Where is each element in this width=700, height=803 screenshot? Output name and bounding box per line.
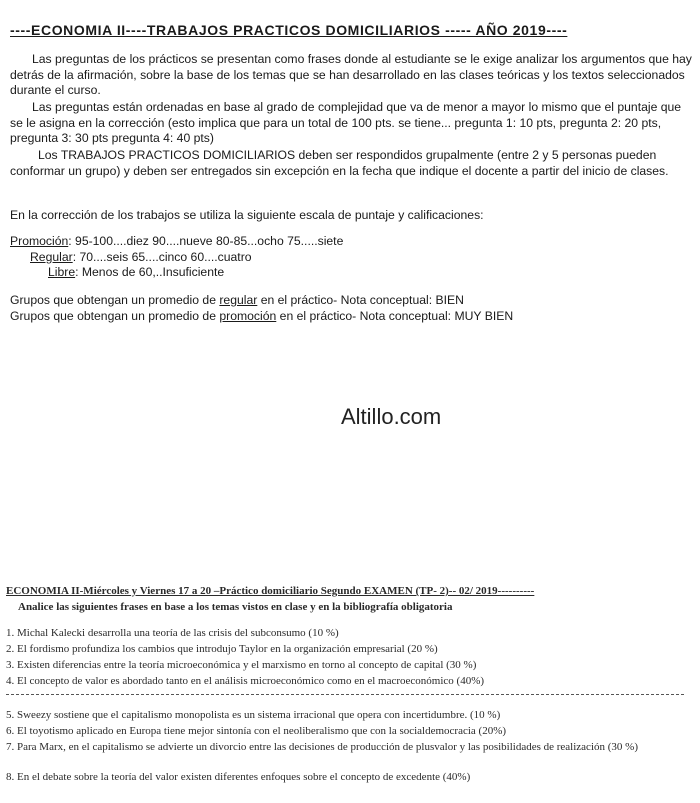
grupos-regular-post: en el práctico- Nota conceptual: BIEN bbox=[257, 293, 464, 307]
grupos-regular-key: regular bbox=[219, 293, 258, 307]
grupos-promocion bbox=[10, 309, 513, 323]
page-header: ----ECONOMIA II----TRABAJOS PRACTICOS DOMICILIARIOS ----- AÑO 2019---- bbox=[10, 22, 568, 38]
scale-regular bbox=[30, 250, 252, 264]
scale-promocion bbox=[10, 234, 343, 248]
exam-item-3: 3. Existen diferencias entre la teoría microeconómica y el marxismo en torno al concepto de capital (30 %) bbox=[6, 659, 477, 671]
exam-item-8: 8. En el debate sobre la teoría del valor existen diferentes enfoques sobre el concepto de excedente (40%) bbox=[6, 771, 471, 783]
exam-title: ECONOMIA II-Miércoles y Viernes 17 a 20 –Práctico domiciliario Segundo EXAMEN (TP- 2)-- 02/ 2019---------- bbox=[6, 585, 535, 597]
promocion-label: Promoción bbox=[10, 234, 69, 248]
promocion-text: : 95-100....diez 90....nueve 80-85...ocho 75.....siete bbox=[68, 234, 344, 248]
exam-item-5: 5. Sweezy sostiene que el capitalismo monopolista es un sistema irracional que opera con incertidumbre. (10 %) bbox=[6, 709, 501, 721]
grupos-regular bbox=[10, 293, 464, 307]
watermark: Altillo.com bbox=[341, 404, 442, 429]
grupos-promocion-post: en el práctico- Nota conceptual: MUY BIEN bbox=[276, 309, 514, 323]
regular-label: Regular bbox=[30, 250, 73, 264]
scale-libre bbox=[48, 265, 224, 279]
grupos-promocion-pre: Grupos que obtengan un promedio de bbox=[10, 309, 220, 323]
intro-paragraph-4: En la corrección de los trabajos se utiliza la siguiente escala de puntaje y calificaciones: bbox=[10, 208, 484, 222]
exam-item-6: 6. El toyotismo aplicado en Europa tiene mejor sintonía con el neoliberalismo que con la socialdemocracia (20%) bbox=[6, 725, 507, 737]
divider bbox=[6, 694, 684, 695]
intro-paragraph-3: Los TRABAJOS PRACTICOS DOMICILIARIOS deben ser respondidos grupalmente (entre 2 y 5 personas pueden conformar un grupo) y deben ser entregados sin excepción en la fecha que indique el docente a partir del inicio de clases. bbox=[10, 148, 669, 178]
regular-text: : 70....seis 65....cinco 60....cuatro bbox=[72, 250, 252, 264]
intro-paragraph-2: Las preguntas están ordenadas en base al grado de complejidad que va de menor a mayor lo mismo que el puntaje que se le asigna en la corrección (esto implica que para un total de 100 pts. se tiene... pregunta 1: 10 pts, pregunta 2: 20 pts, pregunta 3: 30 pts pregunta 4: 40 pts) bbox=[10, 100, 682, 145]
exam-item-4: 4. El concepto de valor es abordado tanto en el análisis microeconómico como en el macroeconómico (40%) bbox=[6, 675, 485, 687]
intro-paragraph-1: Las preguntas de los prácticos se presentan como frases donde al estudiante se le exige analizar los argumentos que hay detrás de la afirmación, sobre la base de los temas que se han desarrollado en las clases teóricas y los textos seleccionados durante el curso. bbox=[10, 52, 692, 97]
grupos-promocion-key: promoción bbox=[219, 309, 277, 323]
libre-text: : Menos de 60,..Insuficiente bbox=[75, 265, 225, 279]
libre-label: Libre bbox=[48, 265, 76, 279]
exam-item-1: 1. Michal Kalecki desarrolla una teoría de las crisis del subconsumo (10 %) bbox=[6, 627, 339, 639]
exam-item-2: 2. El fordismo profundiza los cambios que introdujo Taylor en la organización empresarial (20 %) bbox=[6, 643, 438, 655]
exam-item-7: 7. Para Marx, en el capitalismo se advierte un divorcio entre las decisiones de producción de plusvalor y las posibilidades de realización (30 %) bbox=[6, 741, 638, 753]
exam-instruction: Analice las siguientes frases en base a los temas vistos en clase y en la bibliografía obligatoria bbox=[18, 601, 453, 613]
grupos-regular-pre: Grupos que obtengan un promedio de bbox=[10, 293, 220, 307]
